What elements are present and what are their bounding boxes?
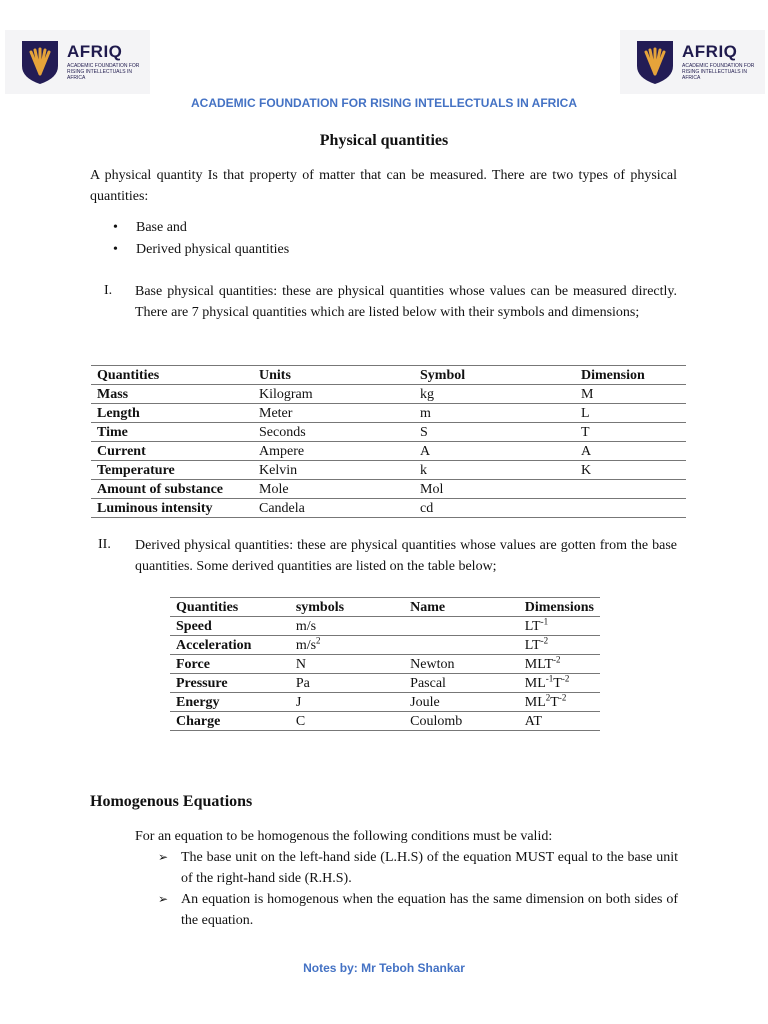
table-row [170,636,600,655]
name-cell: Joule [404,693,519,712]
table-cell: Seconds [253,423,414,442]
table-cell: Mol [414,480,575,499]
table-row [170,693,600,712]
row-label: Length [91,404,253,423]
table-cell: S [414,423,575,442]
table-cell: Kilogram [253,385,414,404]
table-row [91,461,686,480]
table-cell: L [575,404,686,423]
row-label: Amount of substance [91,480,253,499]
table-cell: Kelvin [253,461,414,480]
superscript: -2 [553,654,561,665]
row-label: Mass [91,385,253,404]
table-cell: Mole [253,480,414,499]
list-item: ➢ An equation is homogenous when the equation has the same dimension on both sides of the equation. [158,889,678,931]
list-item: ➢ The base unit on the left-hand side (L.H.S) of the equation MUST equal to the base unit of the right-hand side (R.H.S). [158,847,678,889]
superscript: -2 [561,673,570,684]
row-label: Charge [170,712,290,731]
table-cell: k [414,461,575,480]
dimension-cell: $ML^{-1}T^{-2}$ [519,674,600,693]
list-item: • Derived physical quantities [113,239,289,261]
column-header: Units [253,366,414,385]
dimension-cell: $MLT^{-2}$ [519,655,600,674]
dimension-cell: $LT^{-1}$ [519,617,600,636]
derived-quantities-paragraph: Derived physical quantities: these are physical quantities whose values are gotten from the base quantities. Some derived quantities are listed on the table below; [135,538,677,574]
name-cell [404,617,519,636]
row-label: Temperature [91,461,253,480]
column-header: Dimensions [519,598,600,617]
conditions-list [158,847,678,931]
section-numeral: II. [98,537,111,552]
logo-subtitle: ACADEMIC FOUNDATION FOR RISING INTELLECTUALS IN AFRICA [682,63,755,81]
superscript: -1 [540,616,549,627]
table-row [170,655,600,674]
logo-name: AFRIQ [67,42,123,61]
homogenous-intro: For an equation to be homogenous the following conditions must be valid: [135,829,553,844]
afriq-logo-right [620,30,765,94]
derived-quantities-table [170,597,600,731]
afriq-logo-left [5,30,150,94]
column-header: Name [404,598,519,617]
name-cell [404,636,519,655]
list-item: • Base and [113,217,289,239]
section-heading: Homogenous Equations [90,793,253,810]
superscript: -1 [545,673,554,684]
table-cell: A [414,442,575,461]
superscript: -2 [558,692,567,703]
table-row [170,674,600,693]
superscript: 2 [316,635,321,646]
table-cell: A [575,442,686,461]
table-cell: M [575,385,686,404]
row-label: Speed [170,617,290,636]
dimension-cell: AT [519,712,600,731]
logo-subtitle: ACADEMIC FOUNDATION FOR RISING INTELLECTUALS IN AFRICA [67,63,140,81]
table-row [91,423,686,442]
table-cell: m [414,404,575,423]
row-label: Force [170,655,290,674]
column-header: Quantities [91,366,253,385]
dimension-cell: $LT^{-2}$ [519,636,600,655]
name-cell: Coulomb [404,712,519,731]
table-cell: kg [414,385,575,404]
table-row [91,385,686,404]
superscript: -2 [540,635,549,646]
row-label: Acceleration [170,636,290,655]
symbol-cell: m/s [290,617,404,636]
table-cell: T [575,423,686,442]
row-label: Time [91,423,253,442]
symbol-cell: J [290,693,404,712]
symbol-cell: $m/s^2$ [290,636,404,655]
row-label: Pressure [170,674,290,693]
page-title: Physical quantities [319,132,449,149]
symbol-cell: N [290,655,404,674]
symbol-cell: Pa [290,674,404,693]
table-row [170,617,600,636]
section-numeral: I. [104,283,113,298]
row-label: Luminous intensity [91,499,253,518]
column-header: Symbol [414,366,575,385]
table-cell: cd [414,499,575,518]
afriq-shield-icon [634,38,676,86]
footer-credit: Notes by: Mr Teboh Shankar [303,961,465,975]
base-quantities-table [91,365,686,518]
table-header-row [170,598,600,617]
table-row [91,480,686,499]
dimension-cell: $ML^2T^{-2}$ [519,693,600,712]
superscript: 2 [545,692,551,703]
base-quantities-paragraph: Base physical quantities: these are physical quantities whose values can be measured directly. There are 7 physical quantities which are listed below with their symbols and dimensions; [135,284,677,320]
table-header-row [91,366,686,385]
table-row [91,404,686,423]
row-label: Current [91,442,253,461]
column-header: Quantities [170,598,290,617]
table-cell: Ampere [253,442,414,461]
afriq-shield-icon [19,38,61,86]
name-cell: Newton [404,655,519,674]
table-cell: K [575,461,686,480]
table-row [91,499,686,518]
intro-paragraph: A physical quantity Is that property of matter that can be measured. There are two types of physical quantities: [90,168,677,204]
table-cell [575,499,686,518]
table-row [170,712,600,731]
column-header: symbols [290,598,404,617]
logo-name: AFRIQ [682,42,738,61]
table-row [91,442,686,461]
org-title: ACADEMIC FOUNDATION FOR RISING INTELLECTUALS IN AFRICA [191,96,577,110]
table-cell: Candela [253,499,414,518]
row-label: Energy [170,693,290,712]
symbol-cell: C [290,712,404,731]
table-cell: Meter [253,404,414,423]
column-header: Dimension [575,366,686,385]
name-cell: Pascal [404,674,519,693]
types-bullet-list [113,217,289,261]
table-cell [575,480,686,499]
